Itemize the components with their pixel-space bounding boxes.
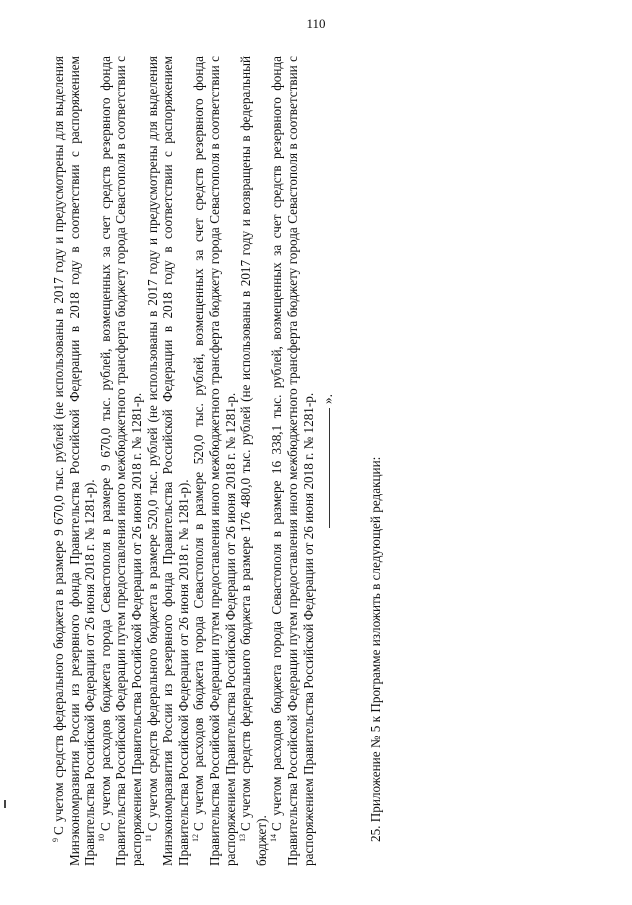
footnote-number: 9: [50, 838, 60, 842]
horizontal-rule: [329, 408, 330, 528]
page-number: 110: [306, 16, 326, 31]
closing-quote: ».: [320, 394, 336, 404]
footnote-14: [269, 56, 316, 866]
footnote-text: С учетом расходов бюджета города Севастополя в размере 520,0 тыс. рублей, возмещенных за счет средств резервного фонда Правительства Российской Федерации путем предоставления иного межбюджетного трансферта бюджету города Севастополя в соответствии с распоряжением Правительства Российской Федерации от 26 июня 2018 г. № 1281-р.: [191, 56, 238, 866]
footnote-text: С учетом средств федерального бюджета в размере 9 670,0 тыс. рублей (не использованы в 2017 году и предусмотрены для выделения Минэкономразвития России из резервного фонда Правительства Российской Федерации в 2018 году в соответствии с распоряжением Правительства Российской Федерации от 26 июня 2018 г. № 1281-р).: [51, 56, 98, 866]
footnote-text: С учетом расходов бюджета города Севастополя в размере 16 338,1 тыс. рублей, возмещенных за счет средств резервного фонда Правительства Российской Федерации путем предоставления иного межбюджетного трансферта бюджету города Севастополя в соответствии с распоряжением Правительства Российской Федерации от 26 июня 2018 г. № 1281-р.: [269, 56, 316, 866]
footnote-text: С учетом расходов бюджета города Севастополя в размере 9 670,0 тыс. рублей, возмещенных за счет средств резервного фонда Правительства Российской Федерации путем предоставления иного межбюджетного трансферта бюджету города Севастополя в соответствии с распоряжением Правительства Российской Федерации от 26 июня 2018 г. № 1281-р.: [97, 56, 144, 866]
closing-quote-line: [320, 56, 338, 866]
footnote-10: [98, 56, 145, 866]
margin-mark: [4, 800, 6, 808]
footnote-number: 10: [97, 834, 107, 842]
footnote-11: [145, 56, 192, 866]
footnote-13: [238, 56, 269, 866]
footnote-9: [51, 56, 98, 866]
footnote-number: 13: [237, 834, 247, 842]
item-25: 25. Приложение № 5 к Программе изложить в следующей редакции:: [368, 456, 384, 842]
footnote-number: 14: [268, 834, 278, 842]
footnote-number: 11: [144, 834, 154, 842]
footnote-text: С учетом средств федерального бюджета в размере 176 480,0 тыс. рублей (не использованы в 2017 году и возвращены в федеральный бюджет).: [238, 56, 269, 866]
footnote-number: 12: [190, 834, 200, 842]
footnote-12: [191, 56, 238, 866]
rotated-text-block: [51, 56, 591, 866]
footnote-text: С учетом средств федерального бюджета в размере 520,0 тыс. рублей (не использованы в 2017 году и предусмотрены для выделения Минэкономразвития России из резервного фонда Правительства Российской Федерации в 2018 году в соответствии с распоряжением Правительства Российской Федерации от 26 июня 2018 г. № 1281-р).: [144, 56, 191, 866]
